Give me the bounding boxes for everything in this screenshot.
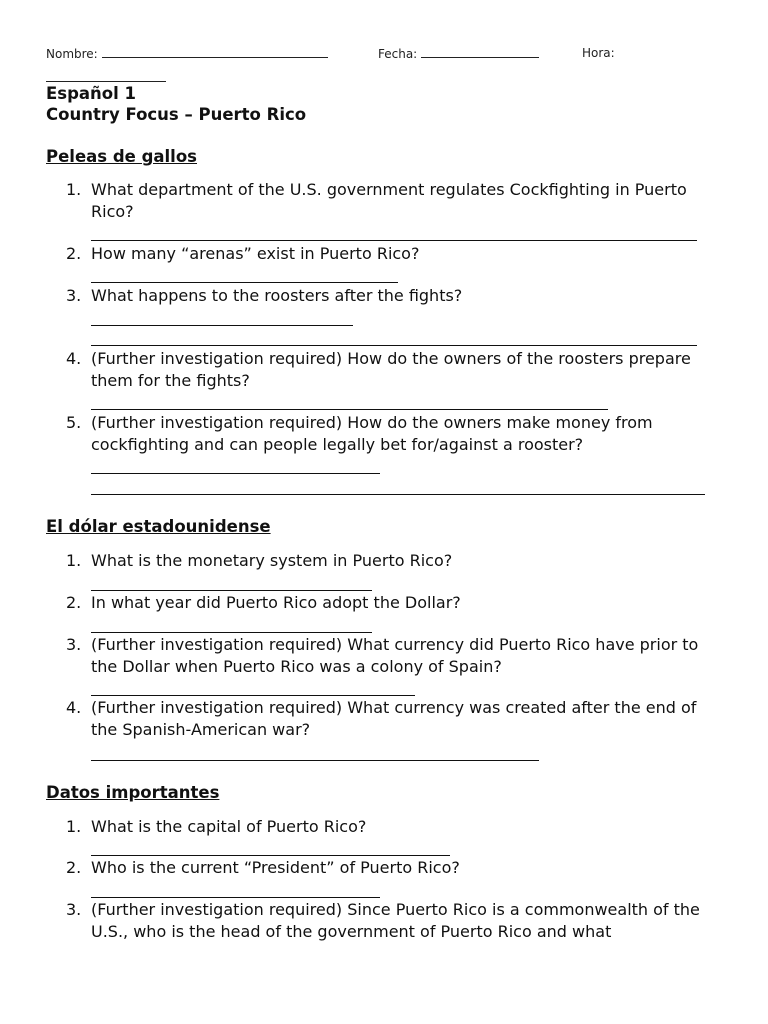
answer-line[interactable]	[91, 282, 398, 283]
section-heading-cockfighting: Peleas de gallos	[46, 147, 197, 166]
question-text: What is the capital of Puerto Rico?	[91, 817, 367, 836]
course-title: Español 1	[46, 84, 137, 103]
question-text: How many “arenas” exist in Puerto Rico?	[91, 244, 420, 263]
answer-line[interactable]	[91, 345, 697, 346]
question-text: (Further investigation required) What currency did Puerto Rico have prior to the Dollar when Puerto Rico was a colony of Spain?	[91, 635, 699, 676]
question-item	[66, 899, 726, 943]
question-number: 3.	[66, 635, 82, 654]
question-text: What happens to the roosters after the fights?	[91, 286, 463, 305]
answer-line[interactable]	[91, 494, 705, 495]
answer-line[interactable]	[91, 760, 539, 761]
question-item	[66, 412, 726, 456]
question-number: 1.	[66, 817, 82, 836]
answer-line[interactable]	[91, 240, 697, 241]
name-input-line[interactable]	[102, 46, 328, 58]
section-heading-facts: Datos importantes	[46, 783, 220, 802]
question-item	[66, 592, 726, 614]
question-number: 4.	[66, 349, 82, 368]
time-label: Hora:	[582, 46, 615, 60]
question-text: Who is the current “President” of Puerto Rico?	[91, 858, 460, 877]
question-text: (Further investigation required) Since Puerto Rico is a commonwealth of the U.S., who is the head of the government of Puerto Rico and what	[91, 900, 700, 941]
date-field	[378, 46, 539, 61]
question-text: (Further investigation required) What currency was created after the end of the Spanish-American war?	[91, 698, 697, 739]
worksheet-title: Country Focus – Puerto Rico	[46, 105, 307, 124]
date-input-line[interactable]	[421, 46, 539, 58]
answer-line[interactable]	[91, 855, 450, 856]
question-number: 2.	[66, 593, 82, 612]
question-item	[66, 816, 726, 838]
question-number: 1.	[66, 180, 82, 199]
question-number: 1.	[66, 551, 82, 570]
answer-line[interactable]	[91, 409, 608, 410]
question-item	[66, 634, 726, 678]
question-number: 4.	[66, 698, 82, 717]
question-text: (Further investigation required) How do the owners of the roosters prepare them for the fights?	[91, 349, 691, 390]
question-item	[66, 857, 726, 879]
section-heading-dollar: El dólar estadounidense	[46, 517, 271, 536]
answer-line[interactable]	[91, 695, 415, 696]
header-divider	[46, 81, 166, 82]
date-label: Fecha:	[378, 47, 418, 61]
question-number: 2.	[66, 858, 82, 877]
answer-line[interactable]	[91, 473, 380, 474]
question-number: 2.	[66, 244, 82, 263]
question-item	[66, 697, 726, 741]
question-text: What department of the U.S. government regulates Cockfighting in Puerto Rico?	[91, 180, 687, 221]
answer-line[interactable]	[91, 590, 372, 591]
question-item	[66, 348, 726, 392]
question-number: 3.	[66, 286, 82, 305]
name-label: Nombre:	[46, 47, 98, 61]
question-item	[66, 285, 726, 307]
question-number: 5.	[66, 413, 82, 432]
name-field	[46, 46, 328, 61]
question-item	[66, 243, 726, 265]
question-text: What is the monetary system in Puerto Rico?	[91, 551, 453, 570]
answer-line[interactable]	[91, 632, 372, 633]
question-text: In what year did Puerto Rico adopt the Dollar?	[91, 593, 461, 612]
question-item	[66, 179, 726, 223]
answer-line[interactable]	[91, 897, 380, 898]
question-item	[66, 550, 726, 572]
time-field	[582, 46, 615, 60]
question-number: 3.	[66, 900, 82, 919]
question-text: (Further investigation required) How do the owners make money from cockfighting and can people legally bet for/against a rooster?	[91, 413, 653, 454]
answer-line[interactable]	[91, 325, 353, 326]
